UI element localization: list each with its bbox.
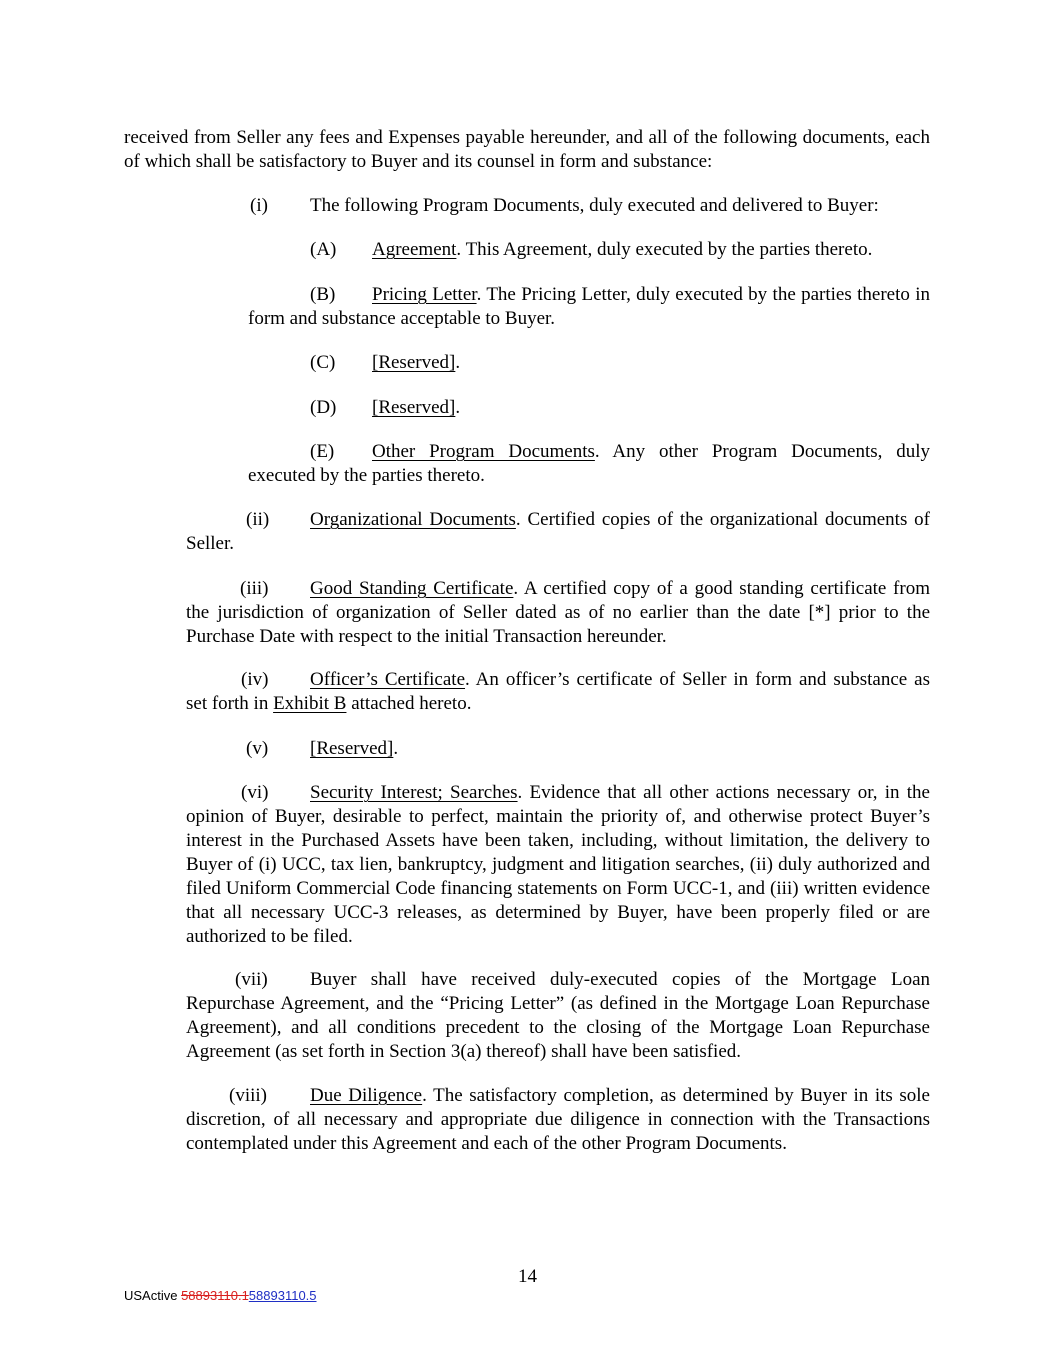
item-E-title: Other Program Documents xyxy=(372,441,595,462)
item-D-number: (D) xyxy=(310,397,337,418)
item-iv-title: Officer’s Certificate xyxy=(310,669,466,690)
item-B xyxy=(248,283,930,331)
item-i-text: The following Program Documents, duly executed and delivered to Buyer: xyxy=(310,195,879,216)
item-B-title: Pricing Letter xyxy=(372,284,477,305)
item-iii xyxy=(186,577,930,649)
item-iv-text-a: . An officer’s certificate of Seller in form and substance as set forth in xyxy=(186,669,930,714)
item-vi-number: (vi) xyxy=(241,782,269,803)
item-C-title: [Reserved] xyxy=(372,352,456,373)
item-viii-number: (viii) xyxy=(229,1085,267,1106)
item-A-text: . This Agreement, duly executed by the parties thereto. xyxy=(456,239,873,260)
item-ii-title: Organizational Documents xyxy=(310,509,516,530)
exhibit-b-reference: Exhibit B xyxy=(273,693,347,714)
item-viii-title: Due Diligence xyxy=(310,1085,423,1106)
item-A-title: Agreement xyxy=(372,239,457,260)
item-viii-text: . The satisfactory completion, as determined by Buyer in its sole discretion, of all necessary and appropriate due diligence in connection with the Transactions contemplated under this Agreement and each of the other Program Documents. xyxy=(186,1085,930,1154)
item-i xyxy=(250,194,930,218)
item-A-number: (A) xyxy=(310,239,337,260)
item-E-number: (E) xyxy=(310,441,335,462)
item-C-number: (C) xyxy=(310,352,336,373)
item-vi-title: Security Interest; Searches xyxy=(310,782,518,803)
item-iv xyxy=(186,668,930,716)
item-v-text: . xyxy=(393,738,399,759)
item-B-number: (B) xyxy=(310,284,336,305)
item-vii xyxy=(186,968,930,1064)
item-D-title: [Reserved] xyxy=(372,397,456,418)
item-B-text: . The Pricing Letter, duly executed by the parties thereto in form and substance acceptable to Buyer. xyxy=(248,284,930,329)
item-vii-text: Buyer shall have received duly-executed copies of the Mortgage Loan Repurchase Agreement, and the “Pricing Letter” (as defined in the Mortgage Loan Repurchase Agreement), and all conditions precedent to the closing of the Mortgage Loan Repurchase Agreement (as set forth in Section 3(a) thereof) shall have been satisfied. xyxy=(186,969,930,1062)
document-id xyxy=(124,1288,317,1304)
item-ii-number: (ii) xyxy=(246,509,270,530)
item-iii-text: . A certified copy of a good standing certificate from the jurisdiction of organization of Seller dated as of no earlier than the date [*] prior to the Purchase Date with respect to the initial Transaction hereunder. xyxy=(186,578,930,647)
document-id-prefix: USActive xyxy=(124,1288,182,1303)
document-id-deleted: 58893110.1 xyxy=(181,1288,249,1303)
item-C-text: . xyxy=(455,352,461,373)
item-iv-number: (iv) xyxy=(241,669,269,690)
item-vi-text: . Evidence that all other actions necessary or, in the opinion of Buyer, desirable to perfect, maintain the priority of, and otherwise protect Buyer’s interest in the Purchased Assets have been taken, including, without limitation, the delivery to Buyer of (i) UCC, tax lien, bankruptcy, judgment and litigation searches, (ii) duly authorized and filed Uniform Commercial Code financing statements on Form UCC-1, and (iii) written evidence that all necessary UCC-3 releases, as determined by Buyer, have been properly filed or are authorized to be filed. xyxy=(186,782,930,947)
item-D xyxy=(310,396,930,420)
item-v-number: (v) xyxy=(246,738,269,759)
item-viii xyxy=(186,1084,930,1156)
item-ii-text: . Certified copies of the organizational documents of Seller. xyxy=(186,509,930,554)
item-i-number: (i) xyxy=(250,195,268,216)
intro-paragraph: received from Seller any fees and Expenses payable hereunder, and all of the following documents, each of which shall be satisfactory to Buyer and its counsel in form and substance: xyxy=(124,127,930,172)
item-v-title: [Reserved] xyxy=(310,738,394,759)
page-number: 14 xyxy=(518,1266,537,1287)
item-iii-number: (iii) xyxy=(240,578,269,599)
item-C xyxy=(310,351,930,375)
item-v xyxy=(186,737,930,761)
item-vi xyxy=(186,781,930,949)
item-vii-number: (vii) xyxy=(235,969,268,990)
item-iv-text-b: attached hereto. xyxy=(346,693,472,714)
item-ii xyxy=(186,508,930,556)
document-id-inserted: 58893110.5 xyxy=(248,1288,317,1303)
item-D-text: . xyxy=(455,397,461,418)
item-E xyxy=(248,440,930,488)
item-E-text: . Any other Program Documents, duly executed by the parties thereto. xyxy=(248,441,930,486)
item-A xyxy=(310,238,930,262)
item-iii-title: Good Standing Certificate xyxy=(310,578,514,599)
